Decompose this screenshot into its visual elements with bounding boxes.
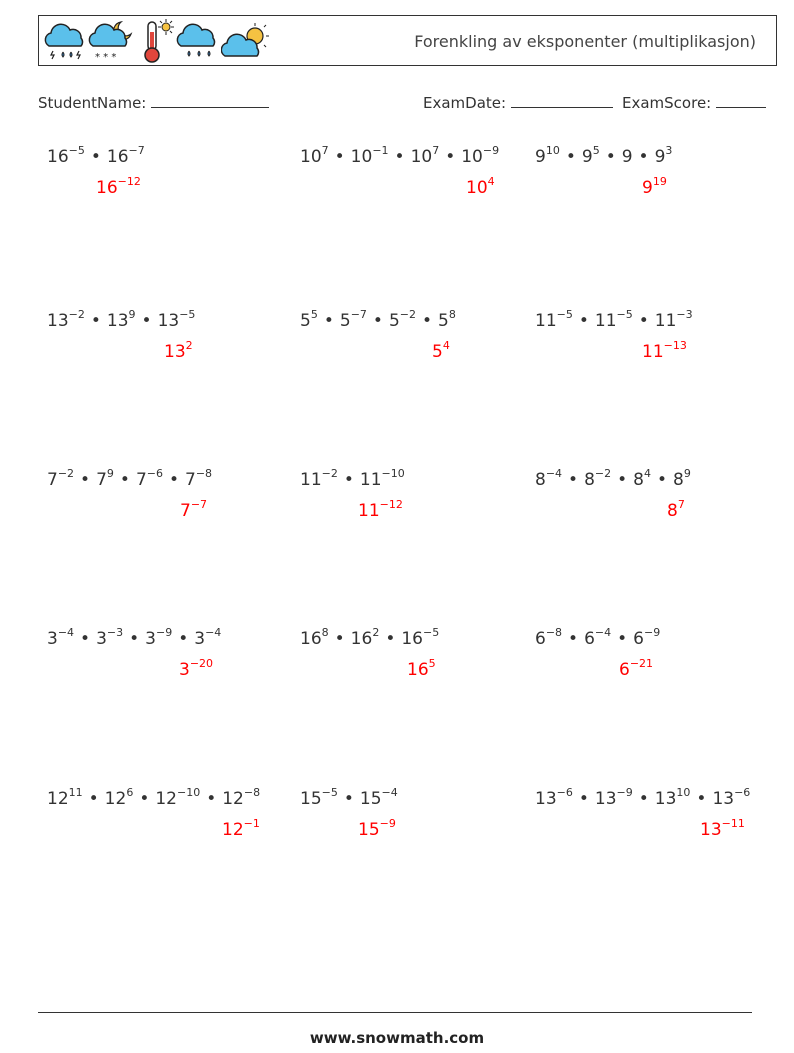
multiply-dot: • [129,629,140,649]
answer-term [432,339,450,362]
power-term-base: 11 [359,470,382,490]
power-term [300,144,329,167]
power-term-base: 16 [106,147,129,167]
power-term-base: 12 [47,789,69,809]
power-term-exponent: −5 [422,626,440,640]
answer-term [667,498,685,521]
answer-expression [180,498,208,521]
power-term [47,786,83,809]
power-term-exponent: 2 [372,626,380,640]
power-term [535,144,560,167]
power-term-base: 5 [339,311,351,331]
power-term-exponent: 5 [592,144,600,158]
svg-text:* * *: * * * [95,52,117,63]
problem-expression [47,626,222,649]
problem-expression [300,144,500,167]
power-term-exponent: −9 [616,786,633,800]
multiply-dot: • [168,470,180,490]
multiply-dot: • [90,311,101,331]
power-term [673,467,691,490]
power-term-exponent: −4 [545,467,563,481]
answer-expression [358,817,396,840]
header-box [38,15,777,66]
power-term [401,626,440,649]
problem-expression [300,308,456,331]
power-term-exponent: −2 [594,467,612,481]
power-term-base: 5 [388,311,400,331]
power-term-exponent: 10 [676,786,691,800]
power-term-exponent: 6 [126,786,134,800]
power-term-base: 15 [300,789,322,809]
multiply-dot: • [568,629,579,649]
multiply-dot: • [80,470,91,490]
answer-expression [179,657,214,680]
power-term-base: 3 [47,629,58,649]
footer-divider [38,1012,752,1013]
power-term-exponent: −6 [556,786,573,800]
answer-expression [407,657,436,680]
multiply-dot: • [638,789,649,809]
answer-term-base: 16 [407,660,429,680]
power-term-base: 13 [106,311,129,331]
power-term [654,144,673,167]
answer-term-exponent: 4 [487,175,495,189]
power-term-exponent: 5 [310,308,318,322]
power-term-base: 11 [654,311,677,331]
power-term [47,467,75,490]
power-term-exponent: −10 [176,786,201,800]
power-term-exponent: 11 [68,786,83,800]
power-term [535,467,563,490]
power-term [96,467,114,490]
power-term-exponent: −5 [556,308,573,322]
power-term [300,467,338,490]
answer-term [466,175,495,198]
answer-term-exponent: −12 [379,498,403,512]
answer-expression [222,817,260,840]
power-term [654,786,691,809]
power-term-base: 11 [300,470,322,490]
power-term-exponent: 9 [683,467,691,481]
power-term-base: 7 [135,470,147,490]
problem-expression [47,786,261,809]
exam-date-blank[interactable] [511,93,613,108]
answer-term-base: 13 [700,820,722,840]
multiply-dot: • [323,311,334,331]
multiply-dot: • [88,789,99,809]
power-term-base: 5 [438,311,449,331]
multiply-dot: • [343,789,354,809]
power-term [300,786,338,809]
power-term-base: 6 [584,629,595,649]
multiply-dot: • [141,311,152,331]
answer-term [179,657,214,680]
power-term-base: 7 [96,470,107,490]
answer-expression [466,175,495,198]
multiply-dot: • [334,629,345,649]
power-term [584,626,612,649]
power-term-base: 7 [47,470,58,490]
answer-term-base: 3 [179,660,190,680]
answer-term [619,657,654,680]
multiply-dot: • [80,629,91,649]
power-term [654,308,693,331]
power-term-base: 3 [194,629,206,649]
power-term-exponent: −1 [372,144,389,158]
student-name-field [38,93,269,112]
power-term-exponent: 10 [545,144,560,158]
problem-expression [47,144,145,167]
power-term [157,308,196,331]
exam-score-label: ExamScore: [622,94,712,112]
power-term [712,786,751,809]
power-term-base: 16 [300,629,322,649]
power-term-exponent: −4 [594,626,612,640]
answer-term-exponent: −13 [663,339,687,353]
power-term [106,144,145,167]
multiply-dot: • [638,147,649,167]
exam-date-field [423,93,613,112]
power-term [47,626,75,649]
multiply-dot: • [334,147,345,167]
power-term-exponent: 9 [106,467,114,481]
power-term-base: 12 [222,789,244,809]
answer-expression [667,498,685,521]
power-term-base: 10 [300,147,322,167]
problem-expression [300,626,440,649]
power-term [633,626,661,649]
power-term-exponent: −5 [321,786,338,800]
exam-date-label: ExamDate: [423,94,507,112]
multiply-dot: • [617,470,628,490]
power-term-base: 16 [47,147,69,167]
problem-expression [535,626,661,649]
power-term [300,626,329,649]
answer-term-exponent: −20 [189,657,214,671]
answer-expression [96,175,141,198]
answer-expression [358,498,403,521]
power-term-base: 3 [145,629,156,649]
footer-url: www.snowmath.com [309,1029,485,1047]
answer-term-base: 15 [358,820,380,840]
answer-term-base: 8 [667,501,678,521]
cloud-sun-icon [221,18,271,64]
power-term-exponent: 7 [321,144,329,158]
power-term-base: 8 [584,470,595,490]
answer-term-base: 6 [619,660,630,680]
student-name-label: StudentName: [38,94,147,112]
answer-term-exponent: 7 [677,498,685,512]
answer-term [642,339,687,362]
power-term-exponent: −7 [128,144,145,158]
power-term-base: 9 [654,147,666,167]
power-term-base: 13 [654,789,677,809]
answer-term [642,175,667,198]
answer-term-base: 11 [642,342,664,362]
power-term-base: 9 [581,147,593,167]
multiply-dot: • [343,470,354,490]
power-term-exponent: −6 [146,467,163,481]
power-term-exponent: 7 [432,144,440,158]
power-term-base: 12 [155,789,177,809]
multiply-dot: • [385,629,396,649]
answer-expression [642,175,667,198]
power-term-base: 10 [350,147,373,167]
multiply-dot: • [119,470,130,490]
power-term-exponent: −5 [68,144,85,158]
power-term-base: 5 [300,311,311,331]
multiply-dot: • [445,147,456,167]
cloud-thunder-rain-icon [41,18,89,64]
answer-term-base: 7 [180,501,191,521]
multiply-dot: • [178,629,189,649]
answer-term-base: 16 [96,178,118,198]
answer-term-base: 10 [466,178,488,198]
power-term-base: 9 [535,147,546,167]
problem-expression [535,786,751,809]
power-term [350,626,380,649]
answer-term-exponent: −12 [117,175,141,189]
multiply-dot: • [421,311,433,331]
power-term [388,308,416,331]
multiply-dot: • [656,470,668,490]
answer-term-exponent: 19 [652,175,667,189]
power-term-base: 10 [461,147,483,167]
power-term-exponent: 8 [321,626,329,640]
power-term [535,308,573,331]
answer-term [222,817,260,840]
answer-term [180,498,208,521]
power-term-exponent: −8 [243,786,261,800]
power-term-base: 13 [535,789,557,809]
power-term-base: 3 [96,629,107,649]
answer-term-exponent: −7 [190,498,208,512]
problem-expression [300,786,398,809]
power-term-base: 6 [633,629,644,649]
multiply-dot: • [206,789,217,809]
exam-score-blank[interactable] [716,93,766,108]
student-name-blank[interactable] [151,93,269,108]
answer-expression [619,657,654,680]
thermometer-sun-icon [139,18,175,64]
power-term [350,144,389,167]
problem-expression [47,308,196,331]
power-term-exponent: −9 [482,144,500,158]
power-term-exponent: 8 [448,308,456,322]
power-term-base: 6 [535,629,546,649]
answer-term-base: 11 [358,501,380,521]
answer-expression [164,339,193,362]
answer-expression [642,339,687,362]
power-term-base: 15 [359,789,382,809]
power-term-exponent: 9 [128,308,136,322]
power-term [96,626,124,649]
power-term [535,786,573,809]
multiply-dot: • [394,147,405,167]
multiply-dot: • [696,789,707,809]
power-term [622,147,633,167]
cloud-moon-snow-icon [87,18,135,64]
answer-term [358,817,396,840]
answer-term-exponent: −21 [629,657,654,671]
answer-term-base: 13 [164,342,186,362]
answer-term-exponent: −1 [243,817,260,831]
power-term-exponent: 3 [665,144,673,158]
power-term-base: 9 [621,147,633,167]
power-term-exponent: −8 [195,467,213,481]
power-term-exponent: −2 [321,467,338,481]
multiply-dot: • [565,147,576,167]
power-term-exponent: −2 [399,308,416,322]
power-term [359,786,398,809]
power-term-exponent: −4 [381,786,398,800]
power-term-exponent: −3 [106,626,124,640]
multiply-dot: • [568,470,579,490]
power-term-exponent: −9 [643,626,661,640]
power-term-exponent: −4 [57,626,75,640]
answer-term [164,339,193,362]
power-term-base: 11 [594,311,617,331]
multiply-dot: • [617,629,628,649]
power-term-base: 13 [712,789,735,809]
worksheet-title: Forenkling av eksponenter (multiplikasjon) [414,32,756,51]
power-term-exponent: −2 [68,308,85,322]
answer-term-exponent: −9 [379,817,396,831]
answer-term [407,657,436,680]
power-term-exponent: −4 [205,626,222,640]
multiply-dot: • [638,311,649,331]
multiply-dot: • [372,311,383,331]
power-term-exponent: 4 [643,467,651,481]
power-term [584,467,612,490]
exam-score-field [622,93,766,112]
power-term-base: 16 [350,629,373,649]
power-term [300,308,318,331]
power-term [47,308,85,331]
problem-expression [47,467,213,490]
answer-term [700,817,745,840]
problem-expression [535,144,673,167]
power-term [47,144,85,167]
power-term-base: 13 [47,311,69,331]
power-term [155,786,201,809]
answer-term-base: 5 [432,342,443,362]
power-term-exponent: −2 [57,467,75,481]
answer-term [358,498,403,521]
power-term-exponent: −5 [179,308,196,322]
power-term-exponent: −5 [616,308,633,322]
power-term [194,626,222,649]
power-term-base: 8 [633,470,644,490]
power-term [222,786,261,809]
power-term [359,467,405,490]
answer-expression [432,339,450,362]
power-term-base: 13 [157,311,180,331]
power-term [339,308,367,331]
power-term [438,308,456,331]
power-term [410,144,440,167]
answer-term-exponent: 5 [428,657,436,671]
answer-term-base: 12 [222,820,244,840]
power-term-base: 8 [673,470,684,490]
power-term [461,144,500,167]
power-term-exponent: −3 [676,308,693,322]
power-term-exponent: −8 [545,626,563,640]
power-term-base: 11 [535,311,557,331]
multiply-dot: • [139,789,150,809]
power-term-exponent: −7 [350,308,367,322]
problem-expression [535,467,691,490]
multiply-dot: • [578,311,589,331]
power-term-exponent: −6 [734,786,751,800]
weather-icons [41,18,271,64]
answer-term-exponent: 2 [185,339,193,353]
power-term-base: 8 [535,470,546,490]
power-term-base: 7 [185,470,196,490]
cloud-rain-icon [175,18,223,64]
power-term-base: 10 [410,147,433,167]
answer-expression [700,817,745,840]
multiply-dot: • [90,147,101,167]
problem-expression [300,467,405,490]
answer-term-exponent: −11 [721,817,745,831]
multiply-dot: • [605,147,616,167]
power-term [104,786,134,809]
power-term [594,786,633,809]
answer-term-base: 9 [642,178,653,198]
power-term [185,467,213,490]
power-term [633,467,651,490]
answer-term-exponent: 4 [442,339,450,353]
multiply-dot: • [578,789,589,809]
power-term [594,308,633,331]
problem-expression [535,308,693,331]
power-term-exponent: −9 [155,626,173,640]
power-term [135,467,163,490]
power-term-exponent: −10 [381,467,405,481]
power-term [581,144,600,167]
power-term [145,626,173,649]
power-term-base: 16 [401,629,423,649]
power-term-base: 12 [104,789,127,809]
power-term [535,626,563,649]
answer-term [96,175,141,198]
power-term-base: 13 [594,789,617,809]
power-term [106,308,136,331]
